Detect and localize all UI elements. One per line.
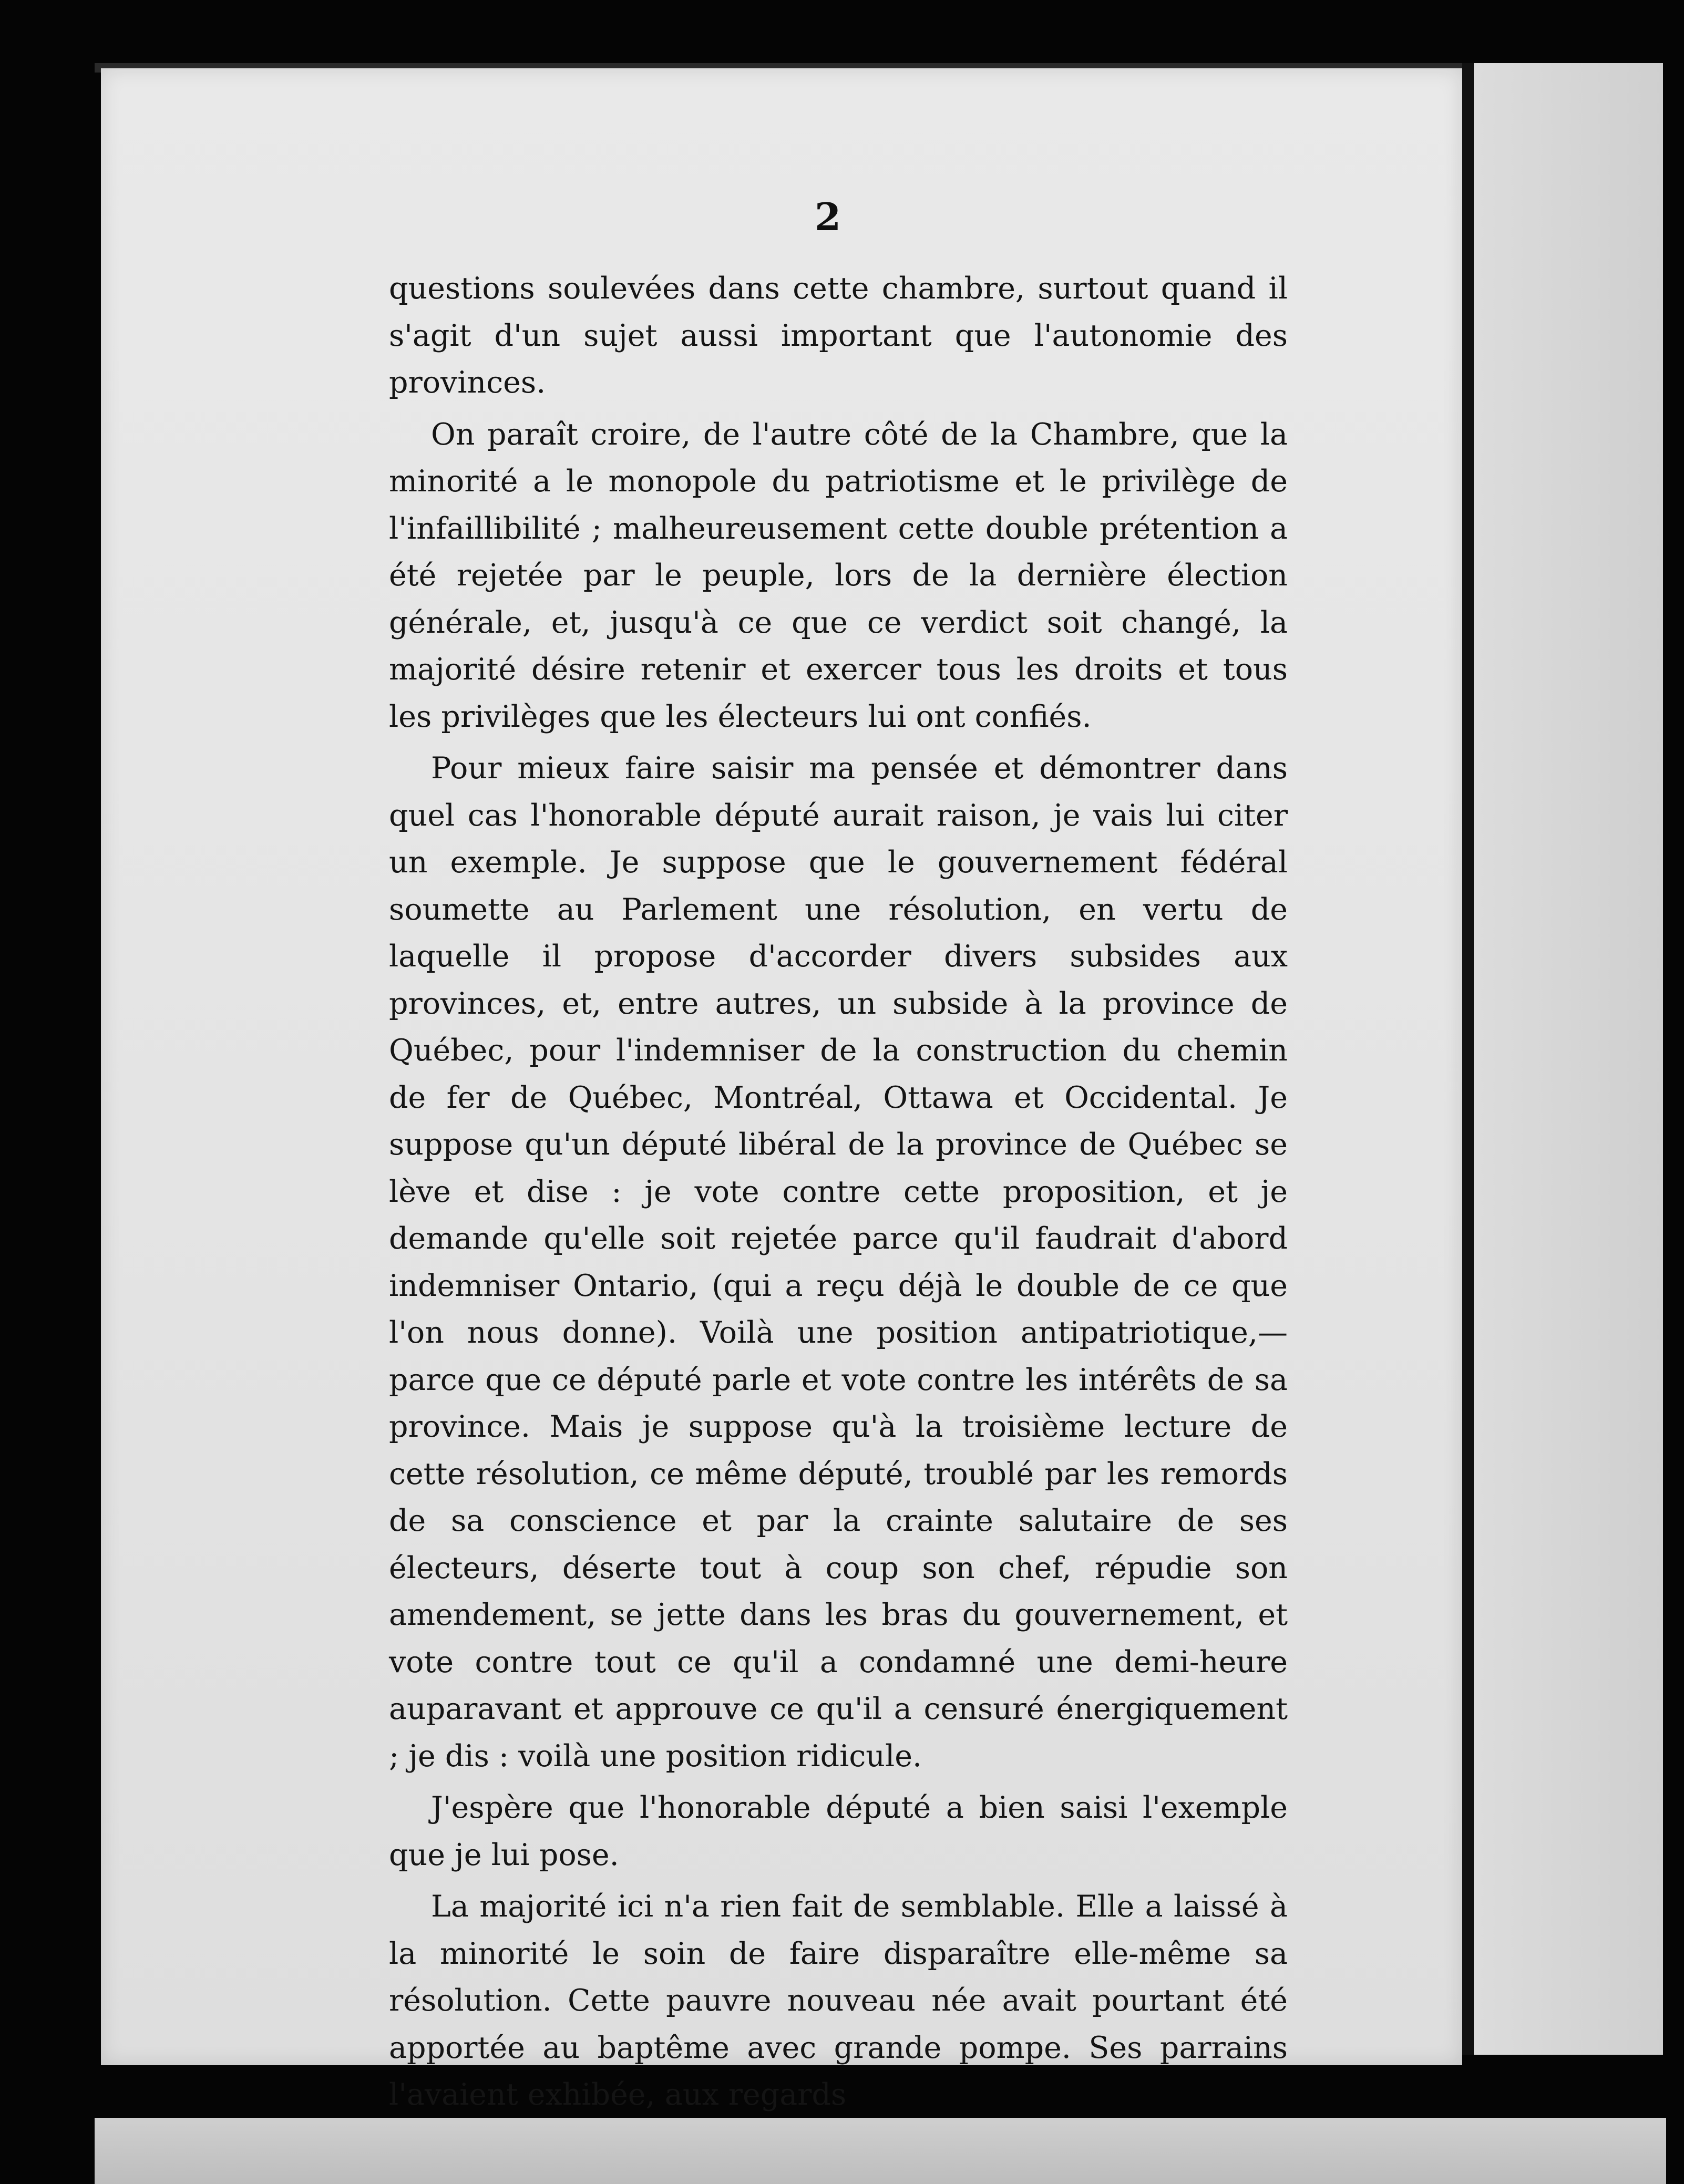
body-text [389, 265, 1288, 2124]
paragraph-3: Pour mieux faire saisir ma pensée et démontrer dans quel cas l'honorable député aurait raison, je vais lui citer un exemple. Je suppose que le gouvernement fédéral soumette au Parlement une résolution, en vertu de laquelle il propose d'accorder divers subsides aux provinces, et, entre autres, un subside à la province de Québec, pour l'indemniser de la construction du chemin de fer de Québec, Montréal, Ottawa et Occidental. Je suppose qu'un député libéral de la province de Québec se lève et dise : je vote contre cette proposition, et je demande qu'elle soit rejetée parce qu'il faudrait d'abord indemniser Ontario, (qui a reçu déjà le double de ce que l'on nous donne). Voilà une position antipatriotique,—parce que ce député parle et vote contre les intérêts de sa province. Mais je suppose qu'à la troisième lecture de cette résolution, ce même député, troublé par les remords de sa conscience et par la crainte salutaire de ses électeurs, déserte tout à coup son chef, répudie son amendement, se jette dans les bras du gouvernement, et vote contre tout ce qu'il a condamné une demi-heure auparavant et approuve ce qu'il a censuré énergiquement ; je dis : voilà une position ridicule. [389, 751, 1288, 1774]
page-number: 2 [815, 194, 841, 239]
paragraph-2: On paraît croire, de l'autre côté de la Chambre, que la minorité a le monopole du patriotisme et le privilège de l'infaillibilité ; malheureusement cette double prétention a été rejetée par le peuple, lors de la dernière élection générale, et, jusqu'à ce que ce verdict soit changé, la majorité désire retenir et exercer tous les droits et tous les privilèges que les électeurs lui ont confiés. [389, 417, 1288, 734]
paragraph-5: La majorité ici n'a rien fait de semblable. Elle a laissé à la minorité le soin de faire disparaître elle-même sa résolution. Cette pauvre nouveau née avait pourtant été apportée au baptême avec grande pompe. Ses parrains l'avaient exhibée, aux regards [389, 1889, 1288, 2112]
next-page-strip [95, 2118, 1666, 2184]
adjacent-page-strip [1474, 63, 1663, 2055]
paragraph-4: J'espère que l'honorable député a bien saisi l'exemple que je lui pose. [389, 1790, 1288, 1872]
page-fold-shadow [1462, 63, 1474, 2055]
paragraph-1: questions soulevées dans cette chambre, surtout quand il s'agit d'un sujet aussi important que l'autonomie des provinces. [389, 271, 1288, 400]
